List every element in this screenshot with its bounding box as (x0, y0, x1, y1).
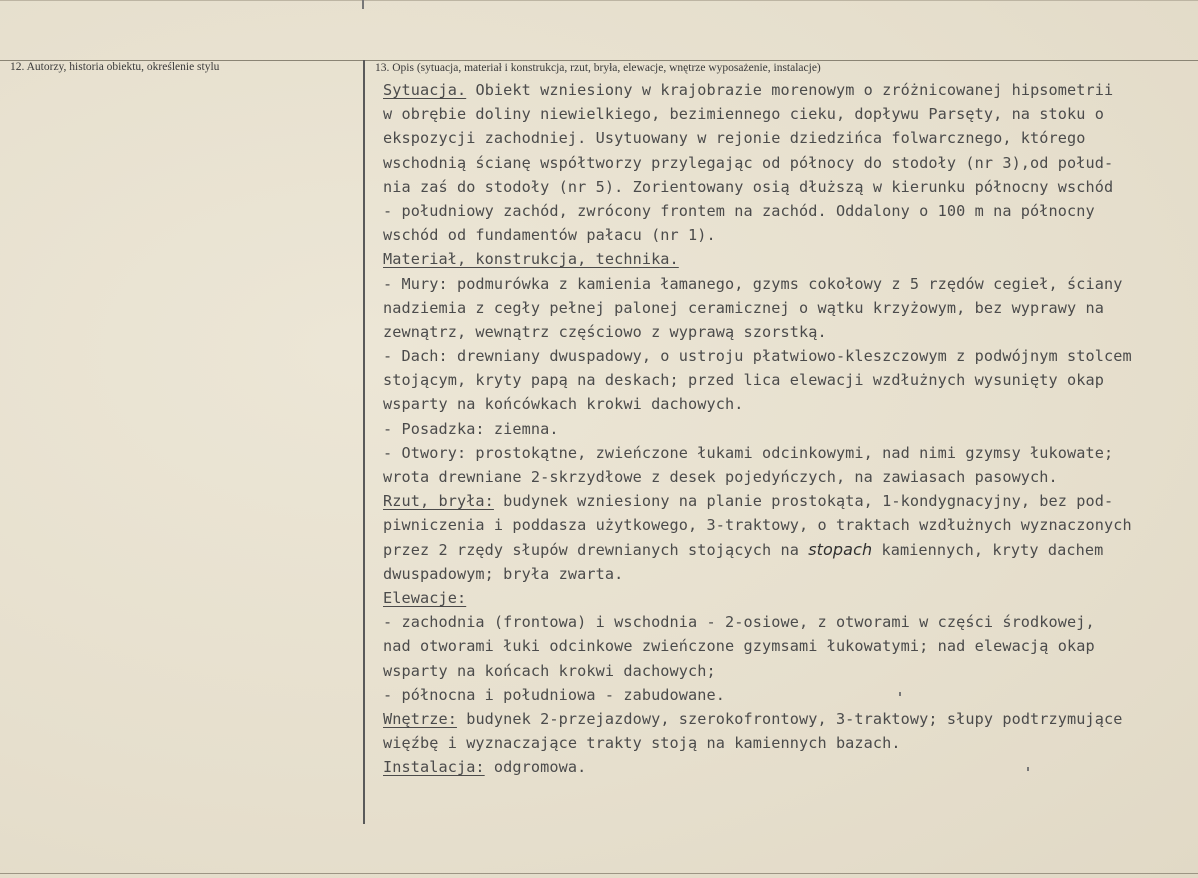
text-line (383, 417, 1198, 441)
line-text: dwuspadowym; bryła zwarta. (383, 564, 624, 583)
text-line (383, 707, 1198, 731)
line-text: wsparty na końcówkach krokwi dachowych. (383, 395, 744, 414)
section-label: Instalacja: (383, 758, 485, 777)
text-line (383, 731, 1198, 755)
text-line (383, 659, 1198, 683)
section-13-heading: 13. Opis (sytuacja, materiał i konstrukcja, rzut, bryła, elewacje, wnętrze wyposażenie, instalacje) (375, 62, 821, 74)
text-line (383, 513, 1198, 537)
line-text: zewnątrz, wewnątrz częściowo z wyprawą szorstką. (383, 322, 827, 341)
text-line (383, 368, 1198, 392)
line-text: stojącym, kryty papą na deskach; przed lica elewacji wzdłużnych wysunięty okap (383, 371, 1105, 390)
section-label: Rzut, bryła: (383, 492, 494, 511)
text-line (383, 634, 1198, 658)
line-text: nadziemia z cegły pełnej palonej ceramicznej o wątku krzyżowym, bez wyprawy na (383, 298, 1105, 317)
text-line (383, 441, 1198, 465)
line-text: nia zaś do stodoły (nr 5). Zorientowany osią dłuższą w kierunku północny wschód (383, 177, 1114, 196)
line-text: więźbę i wyznaczające trakty stoją na kamiennych bazach. (383, 734, 901, 753)
line-text: budynek 2-przejazdowy, szerokofrontowy, 3-traktowy; słupy podtrzymujące (456, 709, 1123, 728)
text-line (383, 586, 1198, 610)
line-text: - Dach: drewniany dwuspadowy, o ustroju płatwiowo-kleszczowym z podwójnym stolcem (383, 347, 1132, 366)
line-text: budynek wzniesiony na planie prostokąta, 1-kondygnacyjny, bez pod- (493, 492, 1114, 511)
text-line (383, 223, 1198, 247)
text-line (383, 126, 1198, 150)
section-label: Elewacje: (383, 588, 467, 607)
section-12-heading: 12. Autorzy, historia obiektu, określenie stylu (10, 61, 220, 73)
description-text (383, 78, 1198, 779)
line-text: - Posadzka: ziemna. (383, 419, 559, 438)
line-text: - zachodnia (frontowa) i wschodnia - 2-osiowe, z otworami w części środkowej, (383, 613, 1095, 632)
text-line (383, 562, 1198, 586)
text-line (383, 151, 1198, 175)
line-text: odgromowa. (484, 758, 587, 777)
text-line (383, 755, 1198, 779)
line-text: - Otwory: prostokątne, zwieńczone łukami odcinkowymi, nad nimi gzymsy łukowate; (383, 443, 1114, 462)
text-line (383, 610, 1198, 634)
line-text: wsparty na końcach krokwi dachowych; (383, 661, 716, 680)
bottom-border-line (0, 873, 1198, 874)
section-label: Materiał, konstrukcja, technika. (383, 250, 679, 269)
text-line (383, 272, 1198, 296)
text-line (383, 296, 1198, 320)
paper-speck (899, 692, 901, 696)
text-line (383, 320, 1198, 344)
handwritten-word: stopach (808, 539, 873, 559)
top-column-tick (362, 0, 364, 9)
text-line (383, 78, 1198, 102)
text-line (383, 247, 1198, 271)
top-border-line (0, 0, 1198, 1)
text-line (383, 175, 1198, 199)
column-divider (363, 60, 365, 824)
line-text-continued: kamiennych, kryty dachem (872, 540, 1104, 559)
line-text: wschodnią ścianę współtworzy przylegając od północy do stodoły (nr 3),od połud- (383, 153, 1114, 172)
line-text: ekspozycji zachodniej. Usytuowany w rejonie dziedzińca folwarcznego, którego (383, 129, 1086, 148)
line-text: wrota drewniane 2-skrzydłowe z desek pojedyńczych, na zawiasach pasowych. (383, 468, 1058, 486)
line-text: - Mury: podmurówka z kamienia łamanego, gzyms cokołowy z 5 rzędów cegieł, ściany (383, 274, 1123, 293)
line-text: nad otworami łuki odcinkowe zwieńczone gzymsami łukowatymi; nad elewacją okap (383, 637, 1095, 656)
text-line (383, 465, 1198, 489)
line-text: wschód od fundamentów pałacu (nr 1). (383, 226, 716, 245)
line-text: w obrębie doliny niewielkiego, bezimiennego cieku, dopływu Parsęty, na stoku o (383, 105, 1105, 124)
line-text: piwniczenia i poddasza użytkowego, 3-traktowy, o traktach wzdłużnych wyznaczonych (383, 516, 1132, 535)
section-label: Sytuacja. (383, 81, 467, 99)
section-label: Wnętrze: (383, 709, 457, 728)
text-line (383, 683, 1198, 707)
line-text: - północna i południowa - zabudowane. (383, 685, 726, 704)
line-text: przez 2 rzędy słupów drewnianych stojących na (383, 540, 809, 559)
line-text: - południowy zachód, zwrócony frontem na zachód. Oddalony o 100 m na północny (383, 201, 1095, 220)
right-header-rule (365, 60, 1198, 61)
text-line (383, 538, 1198, 562)
paper-speck (1027, 767, 1029, 771)
text-line (383, 344, 1198, 368)
text-line (383, 199, 1198, 223)
text-line (383, 392, 1198, 416)
text-line (383, 489, 1198, 513)
text-line (383, 102, 1198, 126)
line-text: Obiekt wzniesiony w krajobrazie morenowym o zróżnicowanej hipsometrii (466, 81, 1114, 99)
